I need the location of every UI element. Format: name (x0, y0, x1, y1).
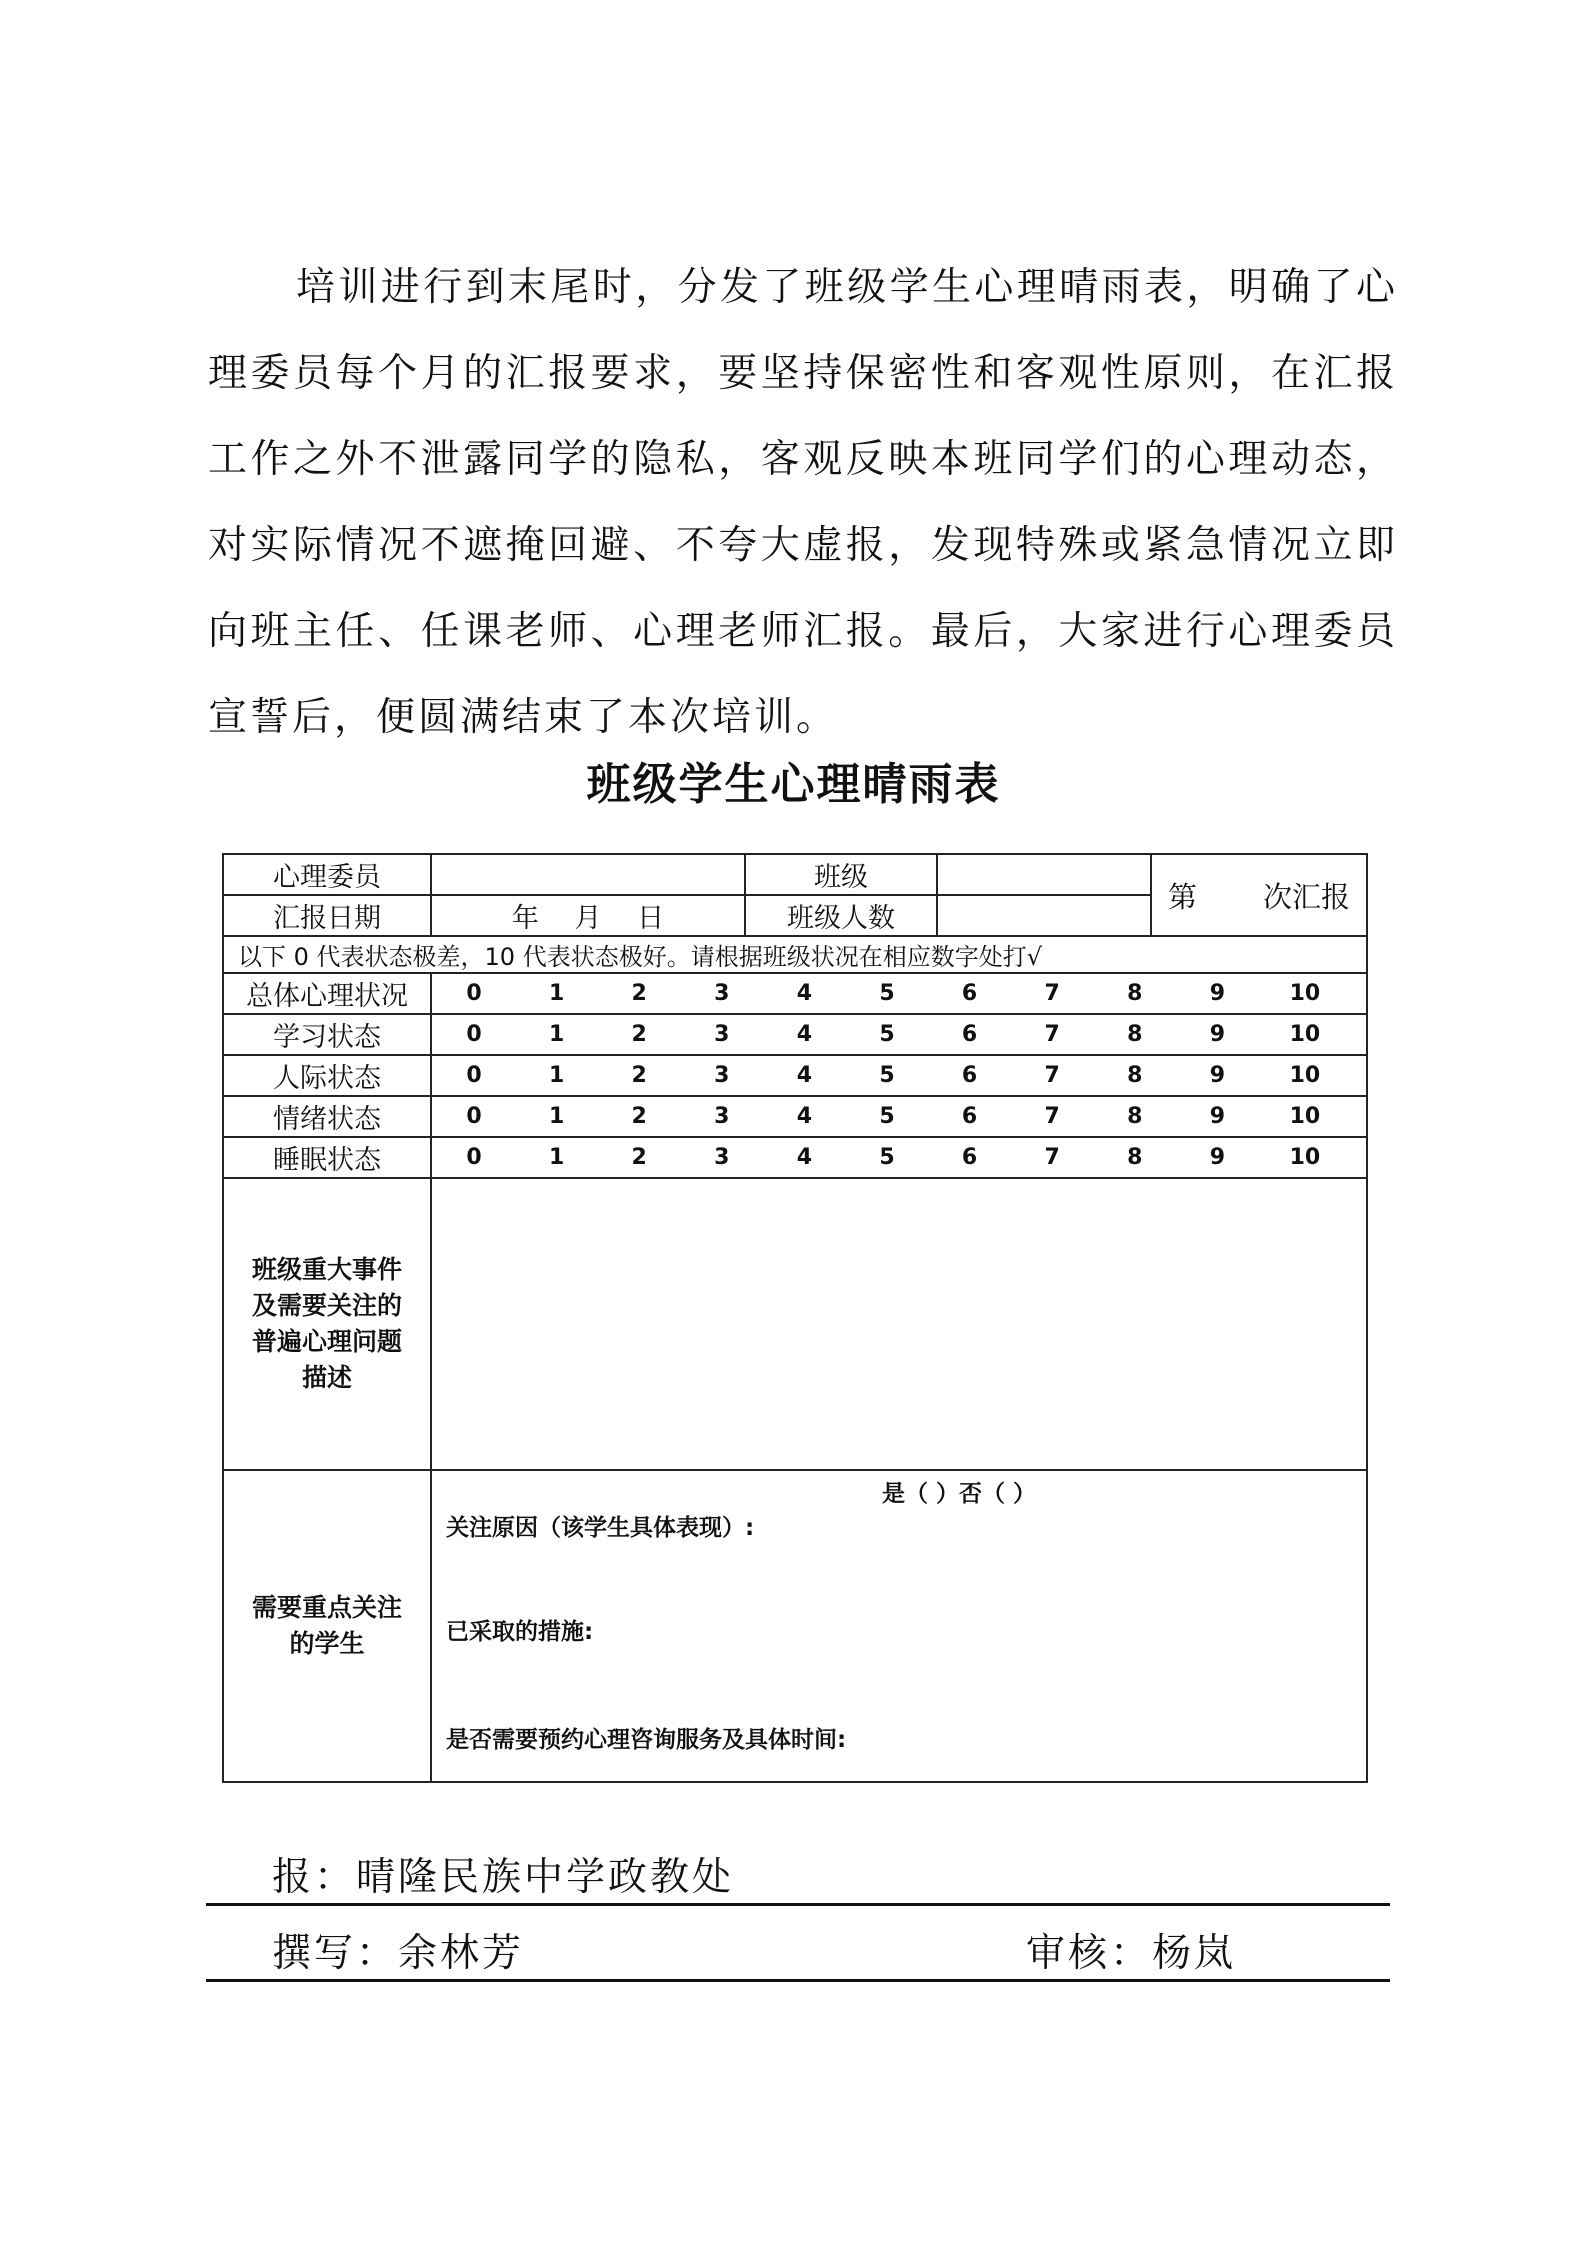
scale-number[interactable]: 2 (631, 1063, 647, 1088)
scale-number[interactable]: 8 (1127, 1104, 1143, 1129)
scale-number[interactable]: 5 (879, 1022, 895, 1047)
scale-number[interactable]: 6 (961, 1145, 978, 1170)
footer-rule (206, 1979, 1390, 1982)
scale-number[interactable]: 5 (879, 1145, 895, 1170)
psych-committee-field[interactable] (431, 854, 745, 895)
scale-number[interactable]: 7 (1044, 1104, 1060, 1129)
class-field[interactable] (937, 854, 1151, 895)
author-text: 撰写：余林芳 (272, 1931, 525, 1976)
scale-number[interactable]: 0 (466, 1022, 482, 1047)
scale-number[interactable]: 1 (548, 1104, 565, 1129)
scale-number[interactable]: 10 (1289, 1145, 1321, 1170)
scale-number[interactable]: 3 (714, 1022, 730, 1047)
rating-row-label: 情绪状态 (223, 1096, 431, 1137)
rating-scale[interactable] (431, 1137, 1367, 1178)
scale-number[interactable]: 9 (1209, 1063, 1225, 1088)
events-label: 班级重大事件及需要关注的普遍心理问题描述 (223, 1178, 431, 1470)
rating-scale[interactable] (431, 973, 1367, 1014)
report-date-field[interactable]: 年 月 日 (431, 895, 745, 936)
class-label: 班级 (745, 854, 937, 895)
report-date-label: 汇报日期 (223, 895, 431, 936)
rating-scale[interactable] (431, 1014, 1367, 1055)
scale-number[interactable]: 9 (1209, 1022, 1225, 1047)
scale-values (432, 1145, 1366, 1170)
scale-number[interactable]: 10 (1289, 981, 1321, 1006)
scale-number[interactable]: 9 (1209, 981, 1225, 1006)
rating-row-label: 睡眠状态 (223, 1137, 431, 1178)
scale-number[interactable]: 8 (1127, 1063, 1143, 1088)
scale-number[interactable]: 4 (796, 981, 813, 1006)
scale-number[interactable]: 2 (631, 1022, 647, 1047)
scale-number[interactable]: 4 (796, 1022, 813, 1047)
scale-number[interactable]: 2 (631, 1145, 647, 1170)
rating-instruction: 以下 0 代表状态极差，10 代表状态极好。请根据班级状况在相应数字处打√ (223, 936, 1367, 973)
scale-number[interactable]: 6 (961, 1063, 978, 1088)
rating-row-label: 总体心理状况 (223, 973, 431, 1014)
yes-no-options[interactable]: 是（ ）否（ ） (881, 1481, 1036, 1507)
scale-number[interactable]: 1 (548, 1063, 565, 1088)
scale-number[interactable]: 7 (1044, 981, 1060, 1006)
measures-label: 已采取的措施: (446, 1619, 594, 1645)
scale-number[interactable]: 2 (631, 981, 647, 1006)
focus-students-field[interactable] (431, 1470, 1367, 1782)
rating-row-label: 学习状态 (223, 1014, 431, 1055)
scale-number[interactable]: 10 (1289, 1063, 1321, 1088)
scale-values (432, 1022, 1366, 1047)
form-title: 班级学生心理晴雨表 (586, 759, 1001, 810)
scale-number[interactable]: 7 (1044, 1145, 1060, 1170)
focus-students-label: 需要重点关注的学生 (223, 1470, 431, 1782)
scale-number[interactable]: 10 (1289, 1022, 1321, 1047)
scale-number[interactable]: 0 (466, 1063, 482, 1088)
scale-values (432, 981, 1366, 1006)
events-field[interactable] (431, 1178, 1367, 1470)
scale-number[interactable]: 5 (879, 1063, 895, 1088)
class-size-field[interactable] (937, 895, 1151, 936)
report-to-text: 报：晴隆民族中学政教处 (272, 1855, 735, 1900)
scale-number[interactable]: 7 (1044, 1063, 1060, 1088)
rating-row (223, 1055, 1367, 1096)
class-size-label: 班级人数 (745, 895, 937, 936)
rating-scale[interactable] (431, 1055, 1367, 1096)
scale-number[interactable]: 4 (796, 1145, 813, 1170)
scale-number[interactable]: 8 (1127, 1145, 1143, 1170)
scale-number[interactable]: 1 (548, 1145, 565, 1170)
scale-number[interactable]: 0 (466, 1104, 482, 1129)
footer-signatures (206, 1922, 1390, 1976)
scale-number[interactable]: 4 (796, 1104, 813, 1129)
scale-number[interactable]: 3 (714, 1104, 730, 1129)
scale-number[interactable]: 9 (1209, 1104, 1225, 1129)
scale-number[interactable]: 3 (714, 1145, 730, 1170)
report-no-suffix: 次汇报 (1262, 879, 1350, 914)
scale-number[interactable]: 8 (1127, 1022, 1143, 1047)
scale-number[interactable]: 4 (796, 1063, 813, 1088)
scale-number[interactable]: 6 (961, 981, 978, 1006)
scale-number[interactable]: 8 (1127, 981, 1143, 1006)
scale-number[interactable]: 6 (961, 1022, 978, 1047)
reason-label: 关注原因（该学生具体表现）: (446, 1515, 755, 1541)
scale-number[interactable]: 10 (1289, 1104, 1321, 1129)
consult-label: 是否需要预约心理咨询服务及具体时间: (446, 1727, 847, 1753)
body-paragraph: 培训进行到末尾时，分发了班级学生心理晴雨表，明确了心理委员每个月的汇报要求，要坚持保密性和客观性原则，在汇报工作之外不泄露同学的隐私，客观反映本班同学们的心理动态，对实际情况不遮掩回避、不夸大虚报，发现特殊或紧急情况立即向班主任、任课老师、心理老师汇报。最后，大家进行心理委员宣誓后，便圆满结束了本次培训。 (208, 265, 1398, 740)
rating-scale[interactable] (431, 1096, 1367, 1137)
scale-values (432, 1104, 1366, 1129)
report-no-prefix: 第 (1168, 879, 1198, 914)
footer-report-to (206, 1846, 1390, 1900)
footer-rule (206, 1903, 1390, 1906)
scale-number[interactable]: 7 (1044, 1022, 1060, 1047)
scale-values (432, 1063, 1366, 1088)
rating-row (223, 973, 1367, 1014)
report-number-cell[interactable] (1151, 854, 1367, 936)
rating-row-label: 人际状态 (223, 1055, 431, 1096)
psych-committee-label: 心理委员 (223, 854, 431, 895)
scale-number[interactable]: 5 (879, 1104, 895, 1129)
scale-number[interactable]: 3 (714, 1063, 730, 1088)
scale-number[interactable]: 0 (466, 981, 482, 1006)
scale-number[interactable]: 0 (466, 1145, 482, 1170)
scale-number[interactable]: 1 (548, 1022, 565, 1047)
scale-number[interactable]: 5 (879, 981, 895, 1006)
rating-row (223, 1014, 1367, 1055)
scale-number[interactable]: 2 (631, 1104, 647, 1129)
rating-row (223, 1096, 1367, 1137)
scale-number[interactable]: 6 (961, 1104, 978, 1129)
scale-number[interactable]: 9 (1209, 1145, 1225, 1170)
scale-number[interactable]: 1 (548, 981, 565, 1006)
scale-number[interactable]: 3 (714, 981, 730, 1006)
reviewer-text: 审核：杨岚 (1026, 1931, 1237, 1976)
rating-row (223, 1137, 1367, 1178)
mood-barometer-form (222, 853, 1368, 1783)
